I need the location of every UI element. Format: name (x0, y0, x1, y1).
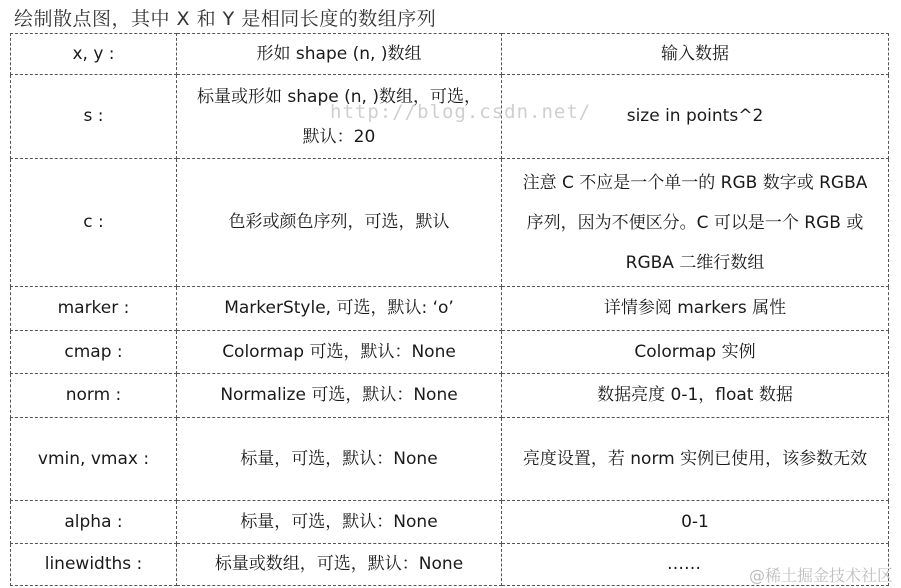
param-type: 色彩或颜色序列，可选，默认 (177, 159, 502, 287)
table-row (11, 287, 889, 331)
site-credit: @稀土掘金技术社区 (748, 566, 893, 585)
table-row (11, 374, 889, 418)
param-desc: 亮度设置，若 norm 实例已使用，该参数无效 (502, 418, 889, 501)
table-row (11, 418, 889, 501)
param-name: vmin, vmax : (11, 418, 177, 501)
param-name: c : (11, 159, 177, 287)
parameter-table (10, 33, 889, 586)
param-desc: size in points^2 (502, 75, 889, 159)
param-type: MarkerStyle, 可选，默认: ‘o’ (177, 287, 502, 331)
param-type: Colormap 可选，默认：None (177, 331, 502, 374)
param-desc: 输入数据 (502, 34, 889, 75)
param-name: x, y : (11, 34, 177, 75)
param-desc: 0-1 (502, 501, 889, 544)
param-type: 标量或形如 shape (n, )数组，可选，默认：20 (177, 75, 502, 159)
param-name: linewidths : (11, 544, 177, 586)
param-desc: 详情参阅 markers 属性 (502, 287, 889, 331)
table-row (11, 159, 889, 287)
table-row (11, 331, 889, 374)
page-title: 绘制散点图，其中 X 和 Y 是相同长度的数组序列 (14, 8, 437, 30)
param-type: Normalize 可选，默认：None (177, 374, 502, 418)
param-desc: 数据亮度 0-1，float 数据 (502, 374, 889, 418)
param-type: 标量或数组，可选，默认：None (177, 544, 502, 586)
table-row (11, 501, 889, 544)
table-row (11, 34, 889, 75)
param-desc: Colormap 实例 (502, 331, 889, 374)
param-name: norm : (11, 374, 177, 418)
param-name: marker : (11, 287, 177, 331)
param-name: cmap : (11, 331, 177, 374)
param-name: alpha : (11, 501, 177, 544)
param-type: 形如 shape (n, )数组 (177, 34, 502, 75)
param-desc: 注意 C 不应是一个单一的 RGB 数字或 RGBA 序列，因为不便区分。C 可以是一个 RGB 或 RGBA 二维行数组 (502, 159, 889, 287)
param-type: 标量，可选，默认：None (177, 501, 502, 544)
param-desc: …… (502, 544, 889, 586)
param-type: 标量，可选，默认：None (177, 418, 502, 501)
param-name: s : (11, 75, 177, 159)
table-row (11, 75, 889, 159)
watermark-text: http://blog.csdn.net/ (330, 101, 592, 123)
